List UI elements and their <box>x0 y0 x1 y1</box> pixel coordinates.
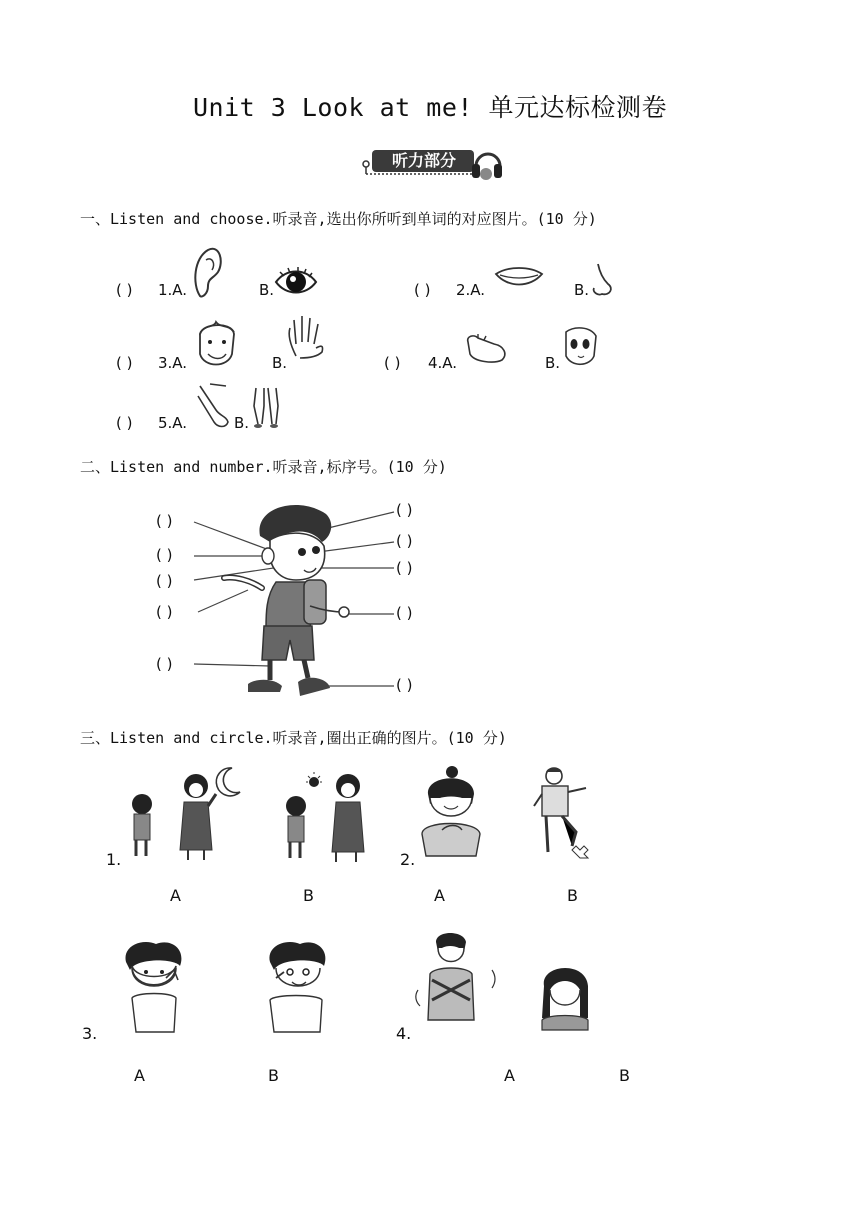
blank-left-2: ( ) <box>156 546 173 564</box>
girl-picture <box>418 764 482 860</box>
nose-icon <box>586 262 616 298</box>
night-greeting-picture <box>124 764 244 864</box>
s3-label-1b: B <box>303 886 314 905</box>
boy-diagram <box>190 496 400 702</box>
blank-left-5: ( ) <box>156 655 173 673</box>
s3-label-3a: A <box>134 1066 145 1085</box>
q2-paren: ( ) <box>414 281 431 299</box>
s3-label-3b: B <box>268 1066 279 1085</box>
q5-label-a: 5.A. <box>158 414 188 432</box>
q2-label-a: 2.A. <box>456 281 486 299</box>
s3-num-4: 4. <box>396 1024 412 1043</box>
q1-paren: ( ) <box>116 281 133 299</box>
q3-label-b: B. <box>272 354 288 372</box>
s3-label-2a: A <box>434 886 445 905</box>
q4-paren: ( ) <box>384 354 401 372</box>
blank-right-2: ( ) <box>396 532 413 550</box>
legs-icon <box>250 386 282 430</box>
q2-label-b: B. <box>574 281 590 299</box>
section3-heading: 三、Listen and circle.听录音,圈出正确的图片。(10 分) <box>80 729 507 747</box>
section2-heading: 二、Listen and number.听录音,标序号。(10 分) <box>80 458 447 476</box>
section1-heading: 一、Listen and choose.听录音,选出你所听到单词的对应图片。(10 分) <box>80 210 597 228</box>
girl-head-picture <box>540 960 590 1032</box>
blank-left-4: ( ) <box>156 603 173 621</box>
s3-label-2b: B <box>567 886 578 905</box>
banner-label: 听力部分 <box>391 151 456 170</box>
face-eyes-icon <box>560 326 600 368</box>
blank-left-1: ( ) <box>156 512 173 530</box>
day-greeting-picture <box>280 770 370 866</box>
q5-paren: ( ) <box>116 414 133 432</box>
blank-left-3: ( ) <box>156 572 173 590</box>
face-icon <box>194 318 238 370</box>
s3-label-4a: A <box>504 1066 515 1085</box>
s3-num-3: 3. <box>82 1024 98 1043</box>
page-title: Unit 3 Look at me! 单元达标检测卷 <box>193 93 667 122</box>
girl-arms-picture <box>414 930 498 1030</box>
q4-label-a: 4.A. <box>428 354 458 372</box>
s3-label-1a: A <box>170 886 181 905</box>
eye-icon <box>272 264 320 300</box>
curly-boy-b-picture <box>264 940 330 1036</box>
curly-boy-a-picture <box>122 940 186 1036</box>
s3-num-2: 2. <box>400 850 416 869</box>
blank-right-1: ( ) <box>396 501 413 519</box>
hand-icon <box>286 314 326 358</box>
mouth-icon <box>494 266 544 288</box>
q1-label-a: 1.A. <box>158 281 188 299</box>
q4-label-b: B. <box>545 354 561 372</box>
listening-banner <box>358 146 503 182</box>
q1-label-b: B. <box>259 281 275 299</box>
q5-label-b: B. <box>234 414 250 432</box>
blank-right-4: ( ) <box>396 604 413 622</box>
blank-right-3: ( ) <box>396 559 413 577</box>
foot-icon <box>464 332 508 366</box>
q3-paren: ( ) <box>116 354 133 372</box>
blank-right-5: ( ) <box>396 676 413 694</box>
q3-label-a: 3.A. <box>158 354 188 372</box>
ear-icon <box>190 244 226 300</box>
s3-label-4b: B <box>619 1066 630 1085</box>
kicking-boy-picture <box>532 766 596 862</box>
s3-num-1: 1. <box>106 850 122 869</box>
arm-icon <box>196 382 232 430</box>
